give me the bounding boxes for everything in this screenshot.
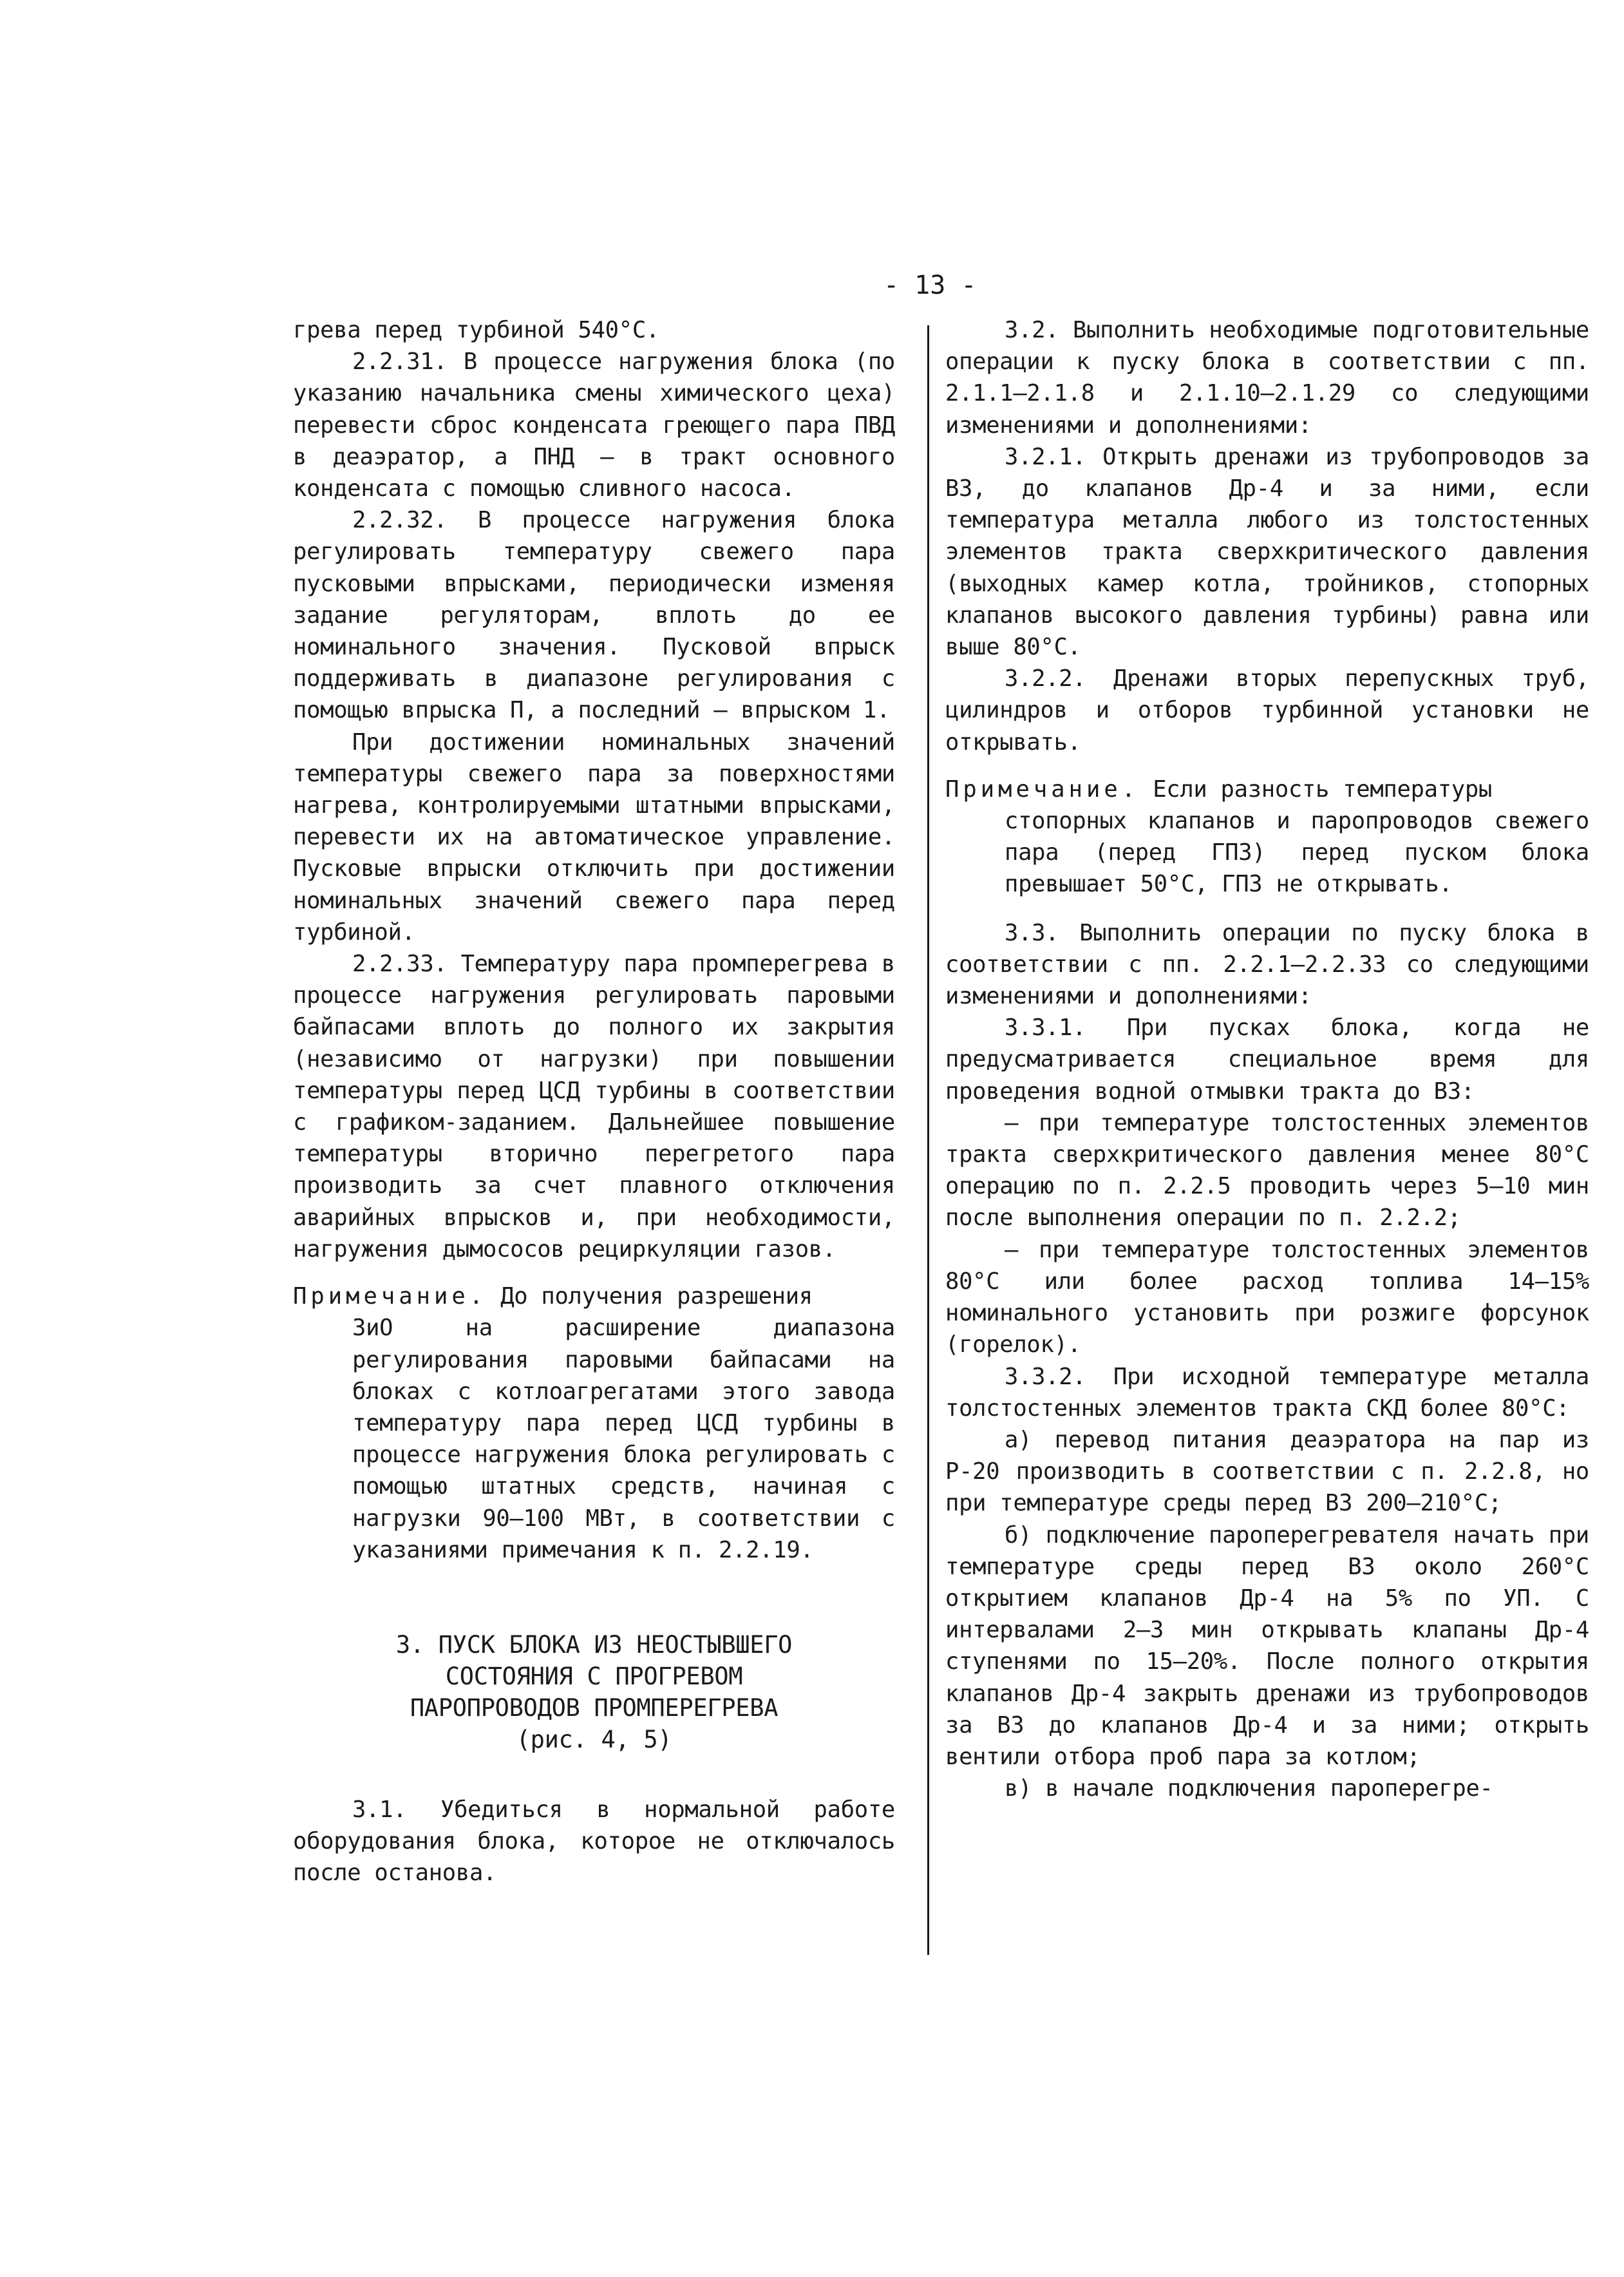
section-heading bbox=[293, 1629, 895, 1755]
list-item-below-80: – при температуре толстостенных элементов тракта сверхкритического давления менее 80°С операцию по п. 2.2.5 проводить через 5–10 мин после выполнения операции по п. 2.2.2; bbox=[945, 1109, 1589, 1232]
left-column bbox=[293, 314, 895, 1889]
paragraph-continuation: грева перед турбиной 540°С. bbox=[293, 317, 659, 343]
paragraph-3-3: 3.3. Выполнить операции по пуску блока в соответствии с пп. 2.2.1–2.2.33 со следующими изменениями и дополнениями: bbox=[945, 919, 1589, 1010]
paragraph-3-3-1: 3.3.1. При пусках блока, когда не предусматривается специальное время для проведения водной отмывки тракта до ВЗ: bbox=[945, 1015, 1589, 1105]
list-item-v: в) в начале подключения пароперегре- bbox=[1005, 1775, 1493, 1802]
paragraph-3-2-2: 3.2.2. Дренажи вторых перепускных труб, цилиндров и отборов турбинной установки не открывать. bbox=[945, 665, 1589, 756]
paragraph-2-2-31: 2.2.31. В процессе нагружения блока (по указанию начальника смены химического цеха) перевести сброс конденсата греющего пара ПВД в деаэратор, а ПНД — в тракт основного конденсата с помощью сливного насоса. bbox=[293, 348, 895, 502]
list-item-b: б) подключение пароперегревателя начать при температуре среды перед ВЗ около 260°С открытием клапанов Др-4 на 5% по УП. С интервалами 2–3 мин открывать клапаны Др-4 ступенями по 15–20%. После полного открытия клапанов Др-4 закрыть дренажи из трубопроводов за ВЗ до клапанов Др-4 и за ними; открыть вентили отбора проб пара за котлом; bbox=[945, 1521, 1589, 1770]
paragraph-2-2-32: 2.2.32. В процессе нагружения блока регулировать температуру свежего пара пусковыми впрысками, периодически изменяя задание регуляторам, вплоть до ее номинального значения. Пусковой впрыск поддерживать в диапазоне регулирования с помощью впрыска П, а последний — впрыском 1. bbox=[293, 507, 895, 724]
note-first-line: Если разность температуры bbox=[1153, 776, 1493, 803]
heading-line-4: (рис. 4, 5) bbox=[516, 1725, 672, 1753]
paragraph-3-3-2: 3.3.2. При исходной температуре металла толстостенных элементов тракта СКД более 80°С: bbox=[945, 1363, 1589, 1422]
paragraph-3-2-1: 3.2.1. Открыть дренажи из трубопроводов за ВЗ, до клапанов Др-4 и за ними, если температура металла любого из толстостенных элементов тракта сверхкритического давления (выходных камер котла, тройников, стопорных клапанов высокого давления турбины) равна или выше 80°С. bbox=[945, 443, 1589, 661]
note-block-right bbox=[945, 774, 1589, 900]
paragraph-3-2: 3.2. Выполнить необходимые подготовительные операции к пуску блока в соответствии с пп. 2.1.1–2.1.8 и 2.1.10–2.1.29 со следующими изменениями и дополнениями: bbox=[945, 317, 1589, 439]
note-text: ЗиО на расширение диапазона регулирования паровыми байпасами на блоках с котлоагрегатами этого завода температуру пара перед ЦСД турбины в процессе нагружения блока регулировать с помощью штатных средств, начиная с нагрузки 90–100 МВт, в соответствии с указаниями примечания к п. 2.2.19. bbox=[352, 1315, 895, 1563]
paragraph-3-1: 3.1. Убедиться в нормальной работе оборудования блока, которое не отключалось после останова. bbox=[293, 1796, 895, 1887]
list-item-a: а) перевод питания деаэратора на пар из Р-20 производить в соответствии с п. 2.2.8, но при температуре среды перед ВЗ 200–210°С; bbox=[945, 1426, 1589, 1517]
note-block-left bbox=[293, 1281, 895, 1566]
page-number: - 13 - bbox=[883, 271, 977, 300]
note-text: стопорных клапанов и паропроводов свежего пара (перед ГПЗ) перед пуском блока превышает 50°С, ГПЗ не открывать. bbox=[1005, 808, 1589, 898]
right-column bbox=[945, 314, 1589, 1804]
list-item-80-or-more: – при температуре толстостенных элементов 80°С или более расход топлива 14–15% номинального установить при розжиге форсунок (горелок). bbox=[945, 1236, 1589, 1358]
paragraph-2-2-33: 2.2.33. Температуру пара промперегрева в процессе нагружения регулировать паровыми байпасами вплоть до полного их закрытия (независимо от нагрузки) при повышении температуры перед ЦСД турбины в соответствии с графиком-заданием. Дальнейшее повышение температуры вторично перегретого пара производить за счет плавного отключения аварийных впрысков и, при необходимости, нагружения дымососов рециркуляции газов. bbox=[293, 951, 895, 1262]
column-divider bbox=[927, 325, 929, 1955]
note-first-line: До получения разрешения bbox=[500, 1283, 813, 1310]
heading-line-2: СОСТОЯНИЯ С ПРОГРЕВОМ bbox=[445, 1662, 743, 1690]
paragraph-nominal-values: При достижении номинальных значений температуры свежего пара за поверхностями нагрева, контролируемыми штатными впрысками, перевести их на автоматическое управление. Пусковые впрыски отключить при достижении номинальных значений свежего пара перед турбиной. bbox=[293, 729, 895, 946]
heading-line-1: 3. ПУСК БЛОКА ИЗ НЕОСТЫВШЕГО bbox=[395, 1630, 793, 1659]
heading-line-3: ПАРОПРОВОДОВ ПРОМПЕРЕГРЕВА bbox=[410, 1693, 779, 1722]
note-label: Примечание. bbox=[293, 1283, 487, 1310]
note-label: Примечание. bbox=[945, 776, 1140, 803]
